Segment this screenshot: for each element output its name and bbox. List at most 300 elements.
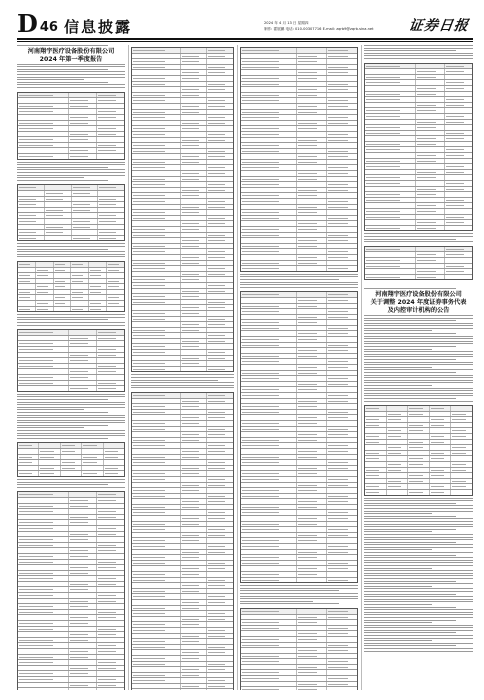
table-cell	[416, 220, 444, 225]
text-line	[364, 325, 473, 326]
table-cell	[297, 499, 328, 504]
table-cell	[430, 484, 452, 489]
table-cell	[365, 423, 387, 428]
table-cell	[18, 273, 36, 278]
table-cell	[327, 249, 357, 254]
table-cell	[297, 522, 328, 527]
table-cell	[132, 305, 181, 310]
table-cell	[365, 131, 416, 136]
table-cell	[327, 132, 357, 137]
table-cell	[327, 126, 357, 131]
table-cell	[387, 434, 409, 439]
table-cell	[327, 443, 357, 448]
table-cell	[132, 104, 181, 109]
table-cell	[430, 490, 452, 495]
table-cell	[18, 290, 36, 295]
table-cell	[18, 219, 45, 224]
text-line	[364, 333, 456, 334]
table-cell	[89, 295, 107, 300]
table-cell	[207, 143, 233, 148]
table-cell	[451, 490, 472, 495]
column-divider	[361, 45, 362, 690]
table-cell	[327, 566, 357, 571]
text-line	[364, 58, 473, 59]
table-cell	[132, 300, 181, 305]
table-cell	[36, 295, 54, 300]
table-cell	[327, 354, 357, 359]
table-cell	[207, 572, 233, 577]
table-cell	[297, 376, 328, 381]
table-cell	[241, 676, 297, 681]
table-cell	[132, 165, 181, 170]
table-cell	[297, 165, 328, 170]
table-cell	[241, 421, 297, 426]
table-cell	[365, 153, 416, 158]
table-cell	[181, 277, 208, 282]
table-cell	[445, 192, 472, 197]
table-cell	[18, 666, 69, 671]
table-cell	[297, 609, 328, 614]
text-line	[240, 284, 358, 285]
table-cell	[241, 82, 297, 87]
text-line	[364, 359, 456, 360]
table-row	[241, 578, 357, 583]
table-cell	[97, 148, 124, 153]
table-cell	[241, 160, 297, 165]
table-cell	[207, 393, 233, 398]
table-cell	[207, 673, 233, 678]
table-cell	[327, 615, 357, 620]
text-line	[17, 172, 125, 173]
table-cell	[181, 322, 208, 327]
table-cell	[207, 221, 233, 226]
table-cell	[207, 578, 233, 583]
text-line	[364, 568, 432, 569]
table-cell	[181, 104, 208, 109]
table-cell	[327, 393, 357, 398]
table-cell	[132, 578, 181, 583]
table-cell	[327, 93, 357, 98]
table-cell	[241, 643, 297, 648]
table-cell	[69, 571, 97, 576]
table-cell	[132, 160, 181, 165]
text-line	[364, 534, 473, 535]
text-line	[240, 598, 358, 599]
text-block	[17, 64, 125, 90]
table-cell	[297, 177, 328, 182]
table-cell	[327, 216, 357, 221]
table-cell	[207, 70, 233, 75]
text-line	[364, 328, 473, 329]
table-cell	[97, 515, 124, 520]
table-cell	[97, 655, 124, 660]
table-cell	[18, 154, 69, 159]
table-cell	[181, 93, 208, 98]
text-line	[364, 596, 473, 597]
text-line	[364, 552, 473, 553]
table-cell	[207, 499, 233, 504]
table-cell	[207, 216, 233, 221]
table-cell	[241, 177, 297, 182]
table-cell	[132, 583, 181, 588]
table-cell	[451, 456, 472, 461]
data-table	[17, 92, 125, 160]
table-row	[132, 367, 233, 372]
table-cell	[181, 289, 208, 294]
table-cell	[132, 404, 181, 409]
table-cell	[241, 670, 297, 675]
table-cell	[241, 665, 297, 670]
text-line	[17, 438, 108, 439]
table-cell	[132, 522, 181, 527]
table-cell	[61, 460, 82, 465]
table-cell	[327, 415, 357, 420]
table-cell	[18, 582, 69, 587]
table-cell	[207, 193, 233, 198]
table-cell	[97, 358, 124, 363]
table-cell	[241, 165, 297, 170]
table-cell	[297, 104, 328, 109]
table-cell	[69, 543, 97, 548]
table-cell	[297, 404, 328, 409]
table-cell	[132, 65, 181, 70]
date-line: 2024 年 4 月 13 日 星期四	[264, 21, 309, 25]
text-line	[364, 346, 456, 347]
table-cell	[241, 126, 297, 131]
table-cell	[297, 578, 328, 583]
table-cell	[387, 479, 409, 484]
table-cell	[365, 456, 387, 461]
table-cell	[297, 510, 328, 515]
table-cell	[132, 261, 181, 266]
text-line	[364, 529, 456, 530]
text-line	[240, 279, 339, 280]
table-cell	[451, 479, 472, 484]
text-line	[17, 399, 108, 400]
table-cell	[207, 289, 233, 294]
table-cell	[18, 492, 69, 497]
table-cell	[98, 202, 124, 207]
table-cell	[451, 412, 472, 417]
table-cell	[98, 236, 124, 241]
table-cell	[416, 192, 444, 197]
text-line	[364, 640, 432, 641]
table-cell	[97, 364, 124, 369]
table-cell	[18, 93, 69, 98]
table-cell	[97, 375, 124, 380]
text-line	[364, 638, 473, 639]
text-block	[17, 243, 125, 259]
table-cell	[445, 75, 472, 80]
table-cell	[207, 54, 233, 59]
text-line	[17, 422, 125, 423]
text-block	[17, 314, 125, 327]
table-cell	[416, 170, 444, 175]
table-cell	[297, 477, 328, 482]
text-line	[364, 549, 432, 550]
table-cell	[132, 460, 181, 465]
table-cell	[18, 498, 69, 503]
text-line	[364, 55, 473, 56]
table-cell	[18, 504, 69, 509]
table-cell	[18, 341, 69, 346]
text-line	[364, 372, 456, 373]
table-cell	[181, 427, 208, 432]
table-cell	[72, 236, 99, 241]
table-cell	[445, 164, 472, 169]
table-cell	[241, 54, 297, 59]
table-cell	[297, 654, 328, 659]
table-cell	[445, 170, 472, 175]
table-cell	[207, 634, 233, 639]
table-cell	[327, 387, 357, 392]
table-cell	[241, 499, 297, 504]
table-cell	[207, 516, 233, 521]
table-cell	[327, 609, 357, 614]
table-cell	[181, 678, 208, 683]
table-cell	[327, 477, 357, 482]
table-cell	[297, 188, 328, 193]
table-cell	[241, 227, 297, 232]
table-cell	[241, 471, 297, 476]
data-table	[364, 63, 473, 232]
table-row	[18, 471, 124, 476]
table-cell	[132, 589, 181, 594]
table-cell	[18, 520, 69, 525]
text-block	[17, 162, 125, 183]
table-cell	[327, 70, 357, 75]
table-row	[18, 154, 124, 159]
table-cell	[18, 132, 69, 137]
table-cell	[104, 460, 124, 465]
table-cell	[327, 188, 357, 193]
table-cell	[18, 213, 45, 218]
text-line	[364, 573, 473, 574]
text-line	[364, 380, 473, 381]
table-cell	[89, 307, 107, 312]
table-cell	[451, 417, 472, 422]
table-cell	[97, 554, 124, 559]
table-cell	[132, 311, 181, 316]
table-cell	[181, 272, 208, 277]
text-line	[17, 319, 108, 320]
table-cell	[18, 604, 69, 609]
table-cell	[45, 191, 72, 196]
text-line	[17, 407, 125, 408]
table-cell	[327, 337, 357, 342]
table-cell	[207, 87, 233, 92]
text-line	[364, 565, 473, 566]
table-cell	[207, 339, 233, 344]
table-cell	[387, 490, 409, 495]
table-cell	[297, 483, 328, 488]
table-cell	[416, 97, 444, 102]
table-cell	[71, 290, 89, 295]
table-cell	[297, 687, 328, 690]
table-cell	[18, 532, 69, 537]
table-cell	[241, 255, 297, 260]
table-cell	[327, 48, 357, 53]
table-cell	[181, 98, 208, 103]
table-cell	[181, 48, 208, 53]
table-cell	[181, 393, 208, 398]
table-cell	[297, 154, 328, 159]
table-cell	[241, 488, 297, 493]
notice-title: 关于调整 2024 年度证券事务代表	[370, 298, 467, 306]
table-cell	[297, 255, 328, 260]
table-cell	[445, 69, 472, 74]
table-cell	[241, 48, 297, 53]
table-cell	[181, 578, 208, 583]
table-cell	[365, 479, 387, 484]
text-line	[240, 274, 358, 275]
table-cell	[297, 659, 328, 664]
table-cell	[297, 121, 328, 126]
table-cell	[18, 515, 69, 520]
table-cell	[132, 205, 181, 210]
table-cell	[327, 315, 357, 320]
table-cell	[132, 289, 181, 294]
table-cell	[132, 510, 181, 515]
table-cell	[327, 670, 357, 675]
table-cell	[181, 572, 208, 577]
table-cell	[297, 65, 328, 70]
table-cell	[207, 367, 233, 372]
text-line	[364, 581, 456, 582]
table-cell	[181, 244, 208, 249]
table-cell	[207, 471, 233, 476]
text-line	[17, 487, 125, 488]
table-cell	[207, 160, 233, 165]
text-line	[364, 323, 473, 324]
table-cell	[69, 677, 97, 682]
table-cell	[207, 344, 233, 349]
table-cell	[327, 261, 357, 266]
table-cell	[181, 617, 208, 622]
table-cell	[132, 617, 181, 622]
table-cell	[365, 417, 387, 422]
text-line	[364, 575, 473, 576]
text-line	[364, 233, 473, 234]
table-cell	[297, 572, 328, 577]
table-cell	[132, 650, 181, 655]
table-cell	[181, 132, 208, 137]
table-cell	[241, 359, 297, 364]
table-cell	[181, 499, 208, 504]
table-cell	[297, 354, 328, 359]
text-line	[364, 236, 473, 237]
table-cell	[297, 550, 328, 555]
table-cell	[18, 610, 69, 615]
table-cell	[387, 428, 409, 433]
text-line	[240, 287, 358, 288]
table-cell	[297, 233, 328, 238]
table-cell	[18, 143, 69, 148]
table-cell	[387, 406, 409, 411]
table-cell	[387, 417, 409, 422]
table-cell	[207, 600, 233, 605]
table-cell	[132, 399, 181, 404]
table-cell	[89, 290, 107, 295]
table-cell	[430, 479, 452, 484]
table-cell	[39, 443, 60, 448]
table-cell	[132, 561, 181, 566]
table-cell	[89, 262, 107, 267]
text-line	[364, 513, 432, 514]
table-cell	[18, 660, 69, 665]
table-cell	[297, 292, 328, 297]
text-line	[17, 64, 125, 65]
table-cell	[69, 560, 97, 565]
table-cell	[18, 632, 69, 637]
text-line	[17, 256, 125, 257]
table-cell	[297, 631, 328, 636]
text-line	[17, 402, 125, 403]
text-line	[364, 508, 473, 509]
table-cell	[241, 527, 297, 532]
table-cell	[297, 149, 328, 154]
table-cell	[181, 594, 208, 599]
text-line	[240, 282, 358, 283]
table-cell	[241, 210, 297, 215]
table-cell	[365, 125, 416, 130]
table-cell	[241, 578, 297, 583]
text-line	[364, 330, 432, 331]
text-line	[364, 537, 473, 538]
table-cell	[207, 611, 233, 616]
table-cell	[181, 70, 208, 75]
table-cell	[69, 148, 97, 153]
text-line	[131, 374, 234, 375]
table-cell	[181, 143, 208, 148]
table-cell	[132, 110, 181, 115]
table-cell	[69, 509, 97, 514]
table-cell	[327, 87, 357, 92]
table-cell	[45, 202, 72, 207]
table-cell	[181, 600, 208, 605]
table-cell	[181, 455, 208, 460]
table-cell	[132, 449, 181, 454]
table-cell	[97, 610, 124, 615]
table-cell	[327, 210, 357, 215]
table-cell	[132, 566, 181, 571]
table-cell	[132, 356, 181, 361]
text-block	[131, 374, 234, 390]
table-cell	[181, 656, 208, 661]
table-cell	[207, 639, 233, 644]
text-block	[364, 45, 473, 61]
table-cell	[207, 550, 233, 555]
table-cell	[132, 600, 181, 605]
table-cell	[297, 315, 328, 320]
table-cell	[241, 154, 297, 159]
contact-line: 制作: 霍展鹏 电话: 010-00307716 E-mail: zqrb9@zqrb.sina.net	[264, 27, 374, 31]
text-line	[17, 164, 125, 165]
table-cell	[18, 615, 69, 620]
table-cell	[107, 290, 124, 295]
table-cell	[18, 509, 69, 514]
data-table	[17, 184, 125, 241]
text-line	[364, 362, 473, 363]
table-cell	[181, 443, 208, 448]
table-cell	[45, 230, 72, 235]
table-cell	[97, 386, 124, 391]
data-table	[240, 608, 358, 690]
table-cell	[297, 199, 328, 204]
table-cell	[297, 132, 328, 137]
table-cell	[327, 631, 357, 636]
table-cell	[327, 54, 357, 59]
